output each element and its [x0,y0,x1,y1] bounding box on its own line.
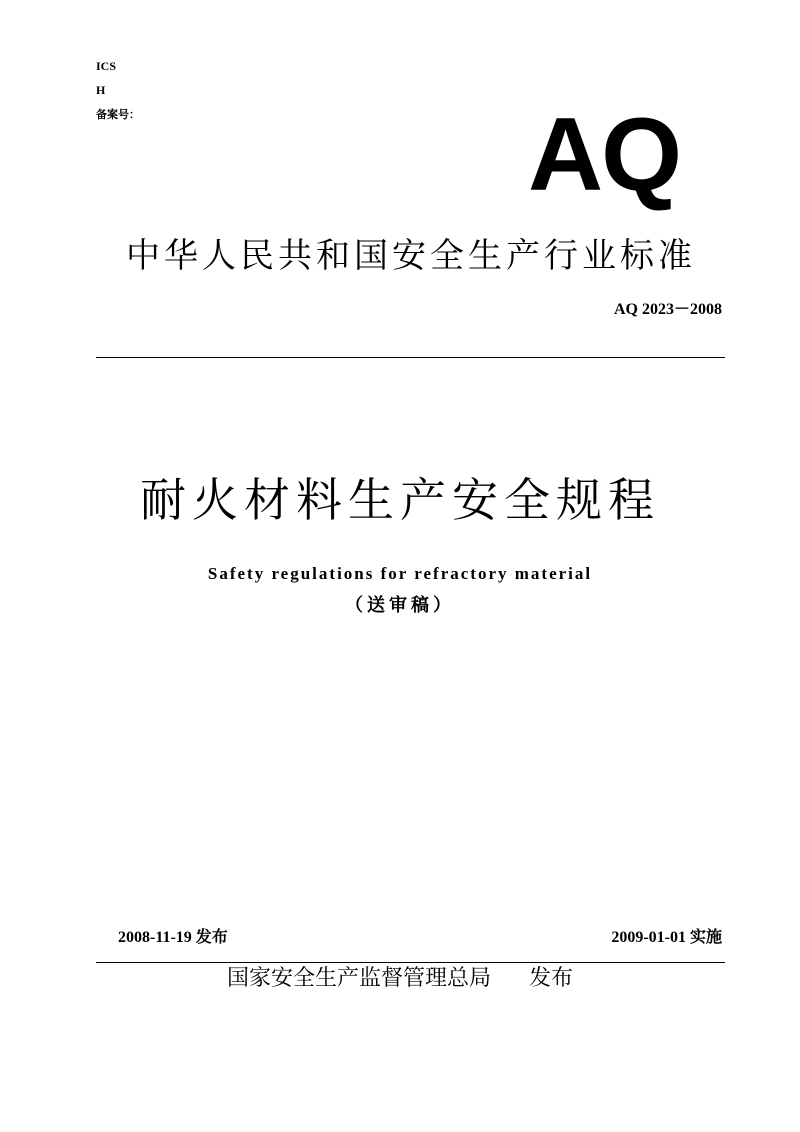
standard-category-title: 中华人民共和国安全生产行业标准 [126,236,696,276]
ics-label: ICS [96,59,117,73]
issuer-line [0,965,800,993]
top-divider [96,357,725,358]
document-title-english: Safety regulations for refractory material [207,564,593,583]
record-number-label: 备案号： [96,108,140,121]
issuer-name: 国家安全生产监督管理总局 [226,966,491,991]
document-title: 耐火材料生产安全规程 [140,473,660,527]
effective-date: 2009-01-01 实施 [611,929,722,946]
aq-logo: AQ [528,97,680,213]
class-code-label: H [96,83,106,97]
bottom-divider [96,962,725,963]
draft-note: （送审稿） [345,595,455,616]
release-date: 2008-11-19 发布 [118,929,228,946]
standard-code: AQ 2023－2008 [613,301,722,318]
issuer-action: 发布 [529,966,574,991]
